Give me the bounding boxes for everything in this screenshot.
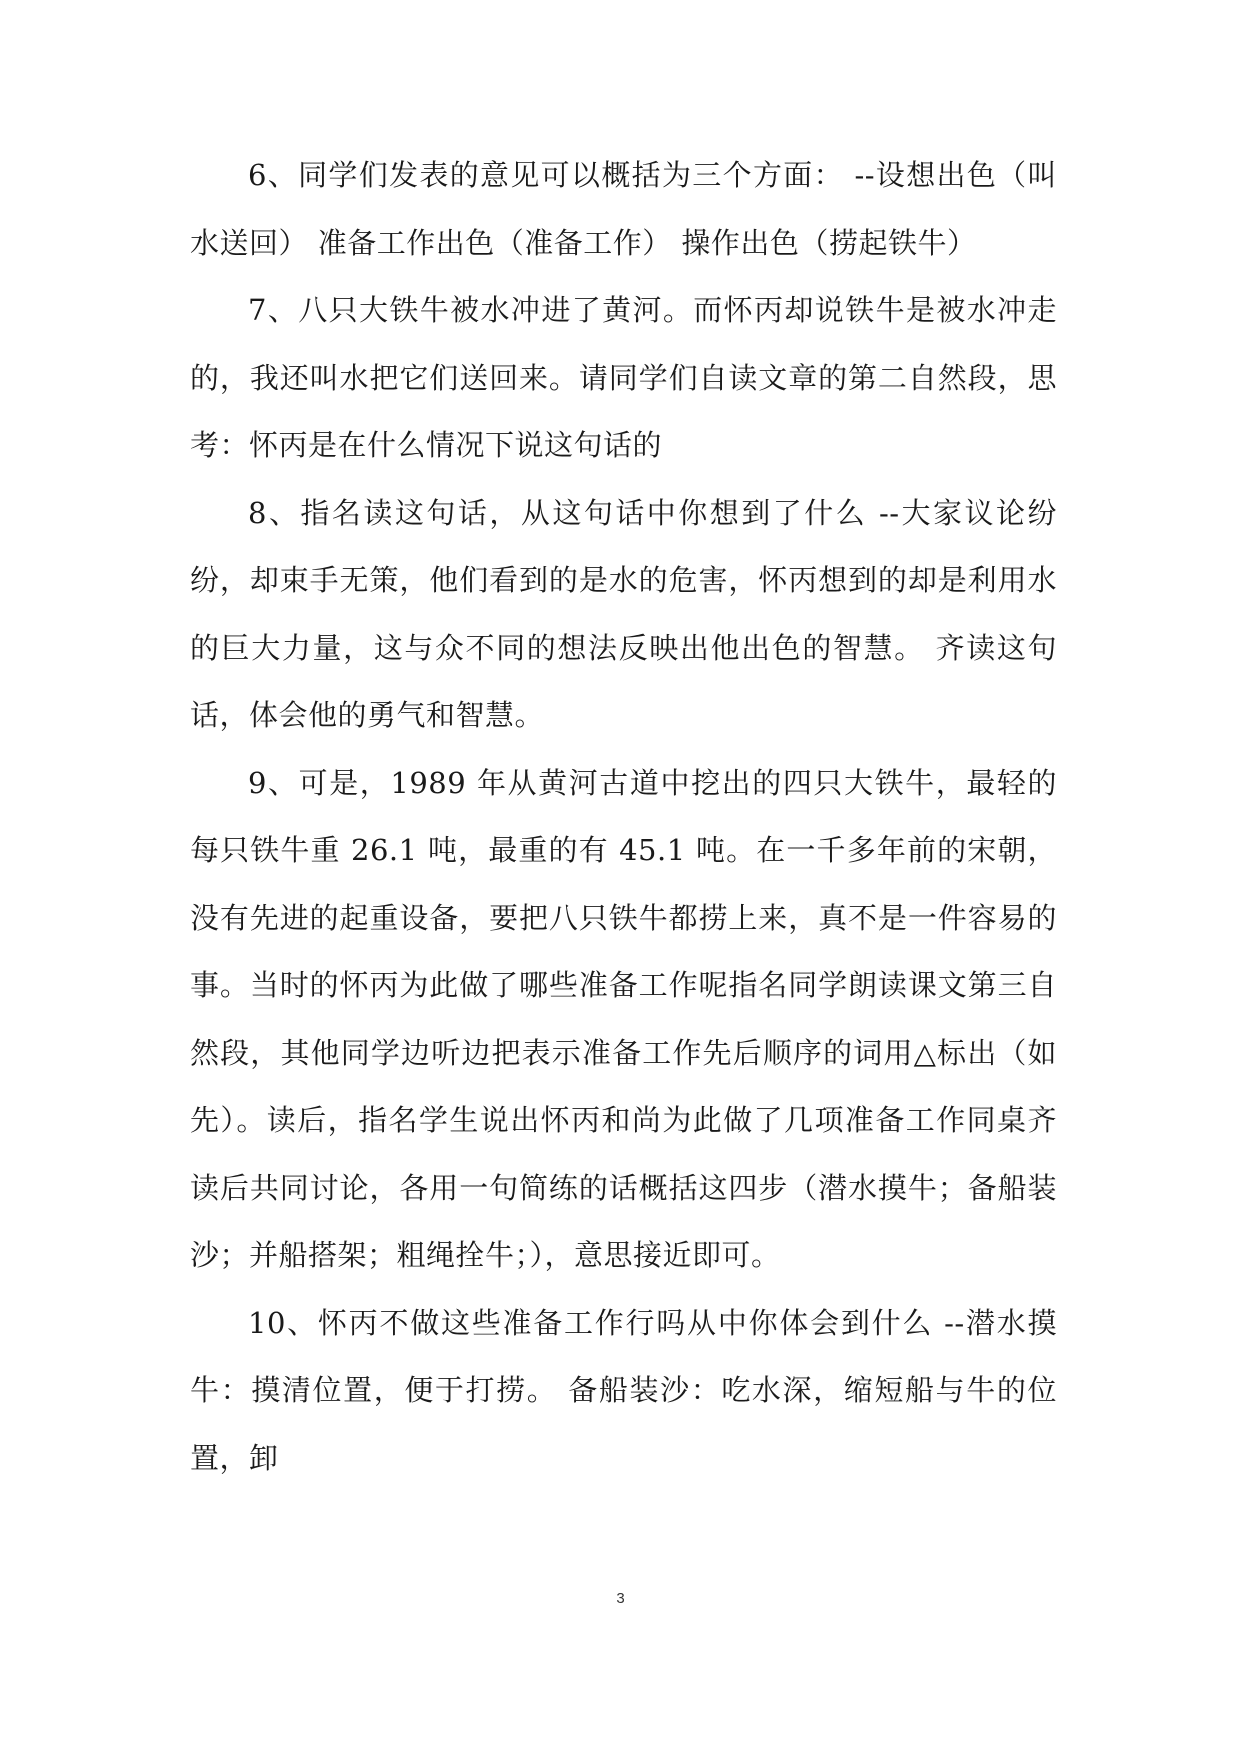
paragraph-7: 7、八只大铁牛被水冲进了黄河。而怀丙却说铁牛是被水冲走的，我还叫水把它们送回来。请同学们自读文章的第二自然段，思考：怀丙是在什么情况下说这句话的: [190, 293, 1057, 462]
page-number: 3: [616, 1590, 625, 1607]
document-body: [190, 142, 1057, 1492]
paragraph-10: 10、怀丙不做这些准备工作行吗从中你体会到什么 --潜水摸牛：摸清位置，便于打捞。 备船装沙：吃水深，缩短船与牛的位置，卸: [190, 1305, 1057, 1475]
paragraph-6: 6、同学们发表的意见可以概括为三个方面： --设想出色（叫水送回） 准备工作出色（准备工作） 操作出色（捞起铁牛）: [190, 158, 1057, 260]
paragraph-8: 8、指名读这句话，从这句话中你想到了什么 --大家议论纷纷，却束手无策，他们看到的是水的危害，怀丙想到的却是利用水的巨大力量，这与众不同的想法反映出他出色的智慧。 齐读这句话，体会他的勇气和智慧。: [190, 495, 1057, 732]
paragraph-9: 9、可是，1989 年从黄河古道中挖出的四只大铁牛，最轻的每只铁牛重 26.1 吨，最重的有 45.1 吨。在一千多年前的宋朝，没有先进的起重设备，要把八只铁牛都捞上来，真不是一件容易的事。当时的怀丙为此做了哪些准备工作呢指名同学朗读课文第三自然段，其他同学边听边把表示准备工作先后顺序的词用△标出（如先）。读后，指名学生说出怀丙和尚为此做了几项准备工作同桌齐读后共同讨论，各用一句简练的话概括这四步（潜水摸牛；备船装沙；并船搭架；粗绳拴牛；），意思接近即可。: [190, 765, 1057, 1272]
